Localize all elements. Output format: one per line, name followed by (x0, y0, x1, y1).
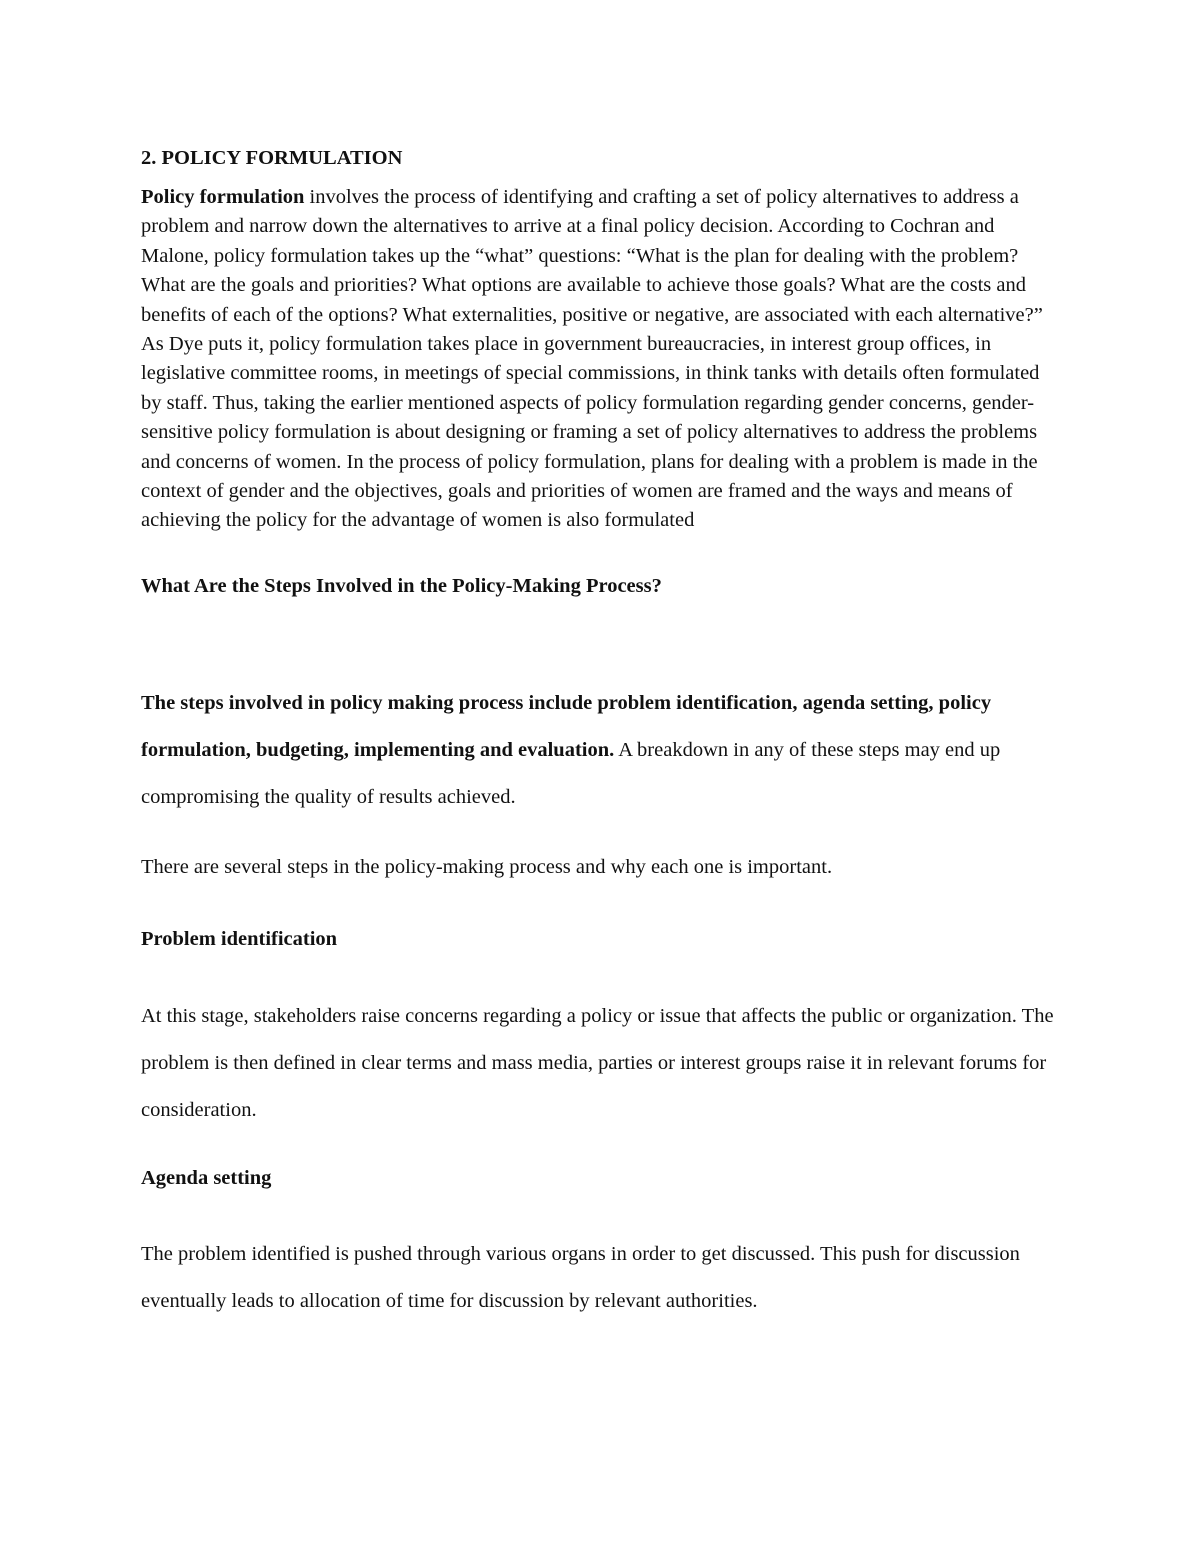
problem-identification-paragraph: At this stage, stakeholders raise concerns regarding a policy or issue that affects the public or organization. The problem is then defined in clear terms and mass media, parties or interest groups raise it in relevant forums for consideration. (141, 1004, 1054, 1121)
document-body (141, 138, 1061, 1325)
policy-formulation-text: involves the process of identifying and crafting a set of policy alternatives to address a problem and narrow down the alternatives to arrive at a final policy decision. According to Cochran and Malone, policy formulation takes up the “what” questions: “What is the plan for dealing with the problem? What are the goals and priorities? What options are available to achieve those goals? What are the costs and benefits of each of the options? What externalities, positive or negative, are associated with each alternative?” As Dye puts it, policy formulation takes place in government bureaucracies, in interest group offices, in legislative committee rooms, in meetings of special commissions, in think tanks with details often formulated by staff. Thus, taking the earlier mentioned aspects of policy formulation regarding gender concerns, gender-sensitive policy formulation is about designing or framing a set of policy alternatives to address the problems and concerns of women. In the process of policy formulation, plans for dealing with a problem is made in the context of gender and the objectives, goals and priorities of women are framed and the ways and means of achieving the policy for the advantage of women is also formulated (141, 186, 1043, 532)
problem-identification-heading: Problem identification (141, 927, 338, 950)
steps-paragraph (141, 680, 1061, 821)
policy-formulation-term: Policy formulation (141, 186, 305, 208)
agenda-setting-heading: Agenda setting (141, 1166, 272, 1189)
policy-formulation-paragraph (141, 183, 1061, 536)
agenda-setting-paragraph: The problem identified is pushed through various organs in order to get discussed. This push for discussion eventually leads to allocation of time for discussion by relevant authorities. (141, 1242, 1020, 1312)
steps-summary-bold: The steps involved in policy making process include problem identification, agenda setting, policy formulation, budgeting, implementing and evaluation. (141, 691, 992, 761)
steps-summary-text: A breakdown in any of these steps may end up compromising the quality of results achieved. (141, 738, 1001, 808)
several-steps-paragraph: There are several steps in the policy-making process and why each one is important. (141, 855, 833, 878)
steps-question-heading: What Are the Steps Involved in the Policy-Making Process? (141, 574, 662, 597)
section-title: 2. POLICY FORMULATION (141, 147, 403, 169)
